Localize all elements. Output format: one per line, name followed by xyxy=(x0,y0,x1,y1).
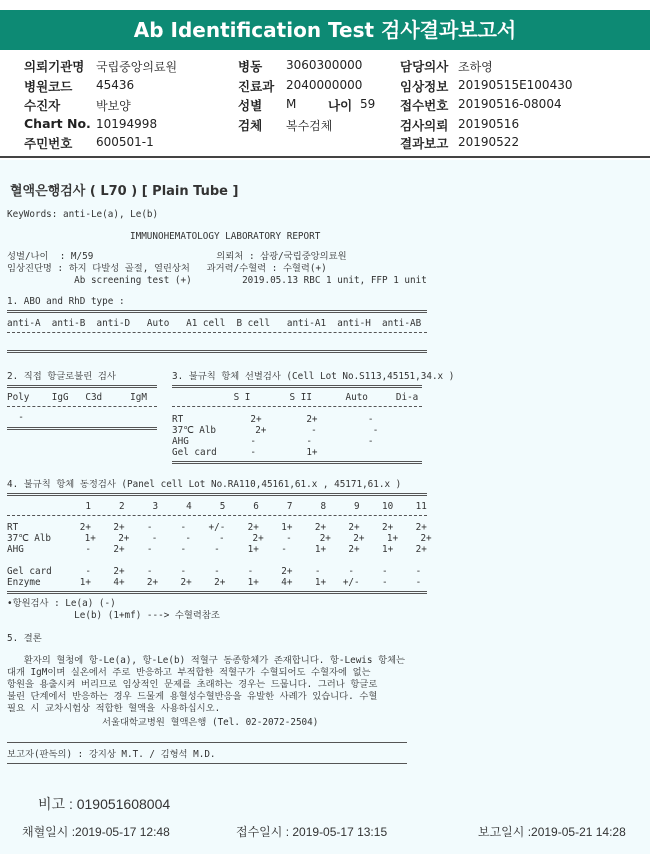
info-line-3: Ab screening test (+) 2019.05.13 RBC 1 unit, FFP 1 unit xyxy=(7,275,427,286)
label-ward: 병동 xyxy=(238,59,263,74)
divider xyxy=(7,742,407,743)
panel-row: Gel card - 2+ - - - - 2+ - - - - xyxy=(7,566,422,577)
collected-datetime: 채혈일시 :2019-05-17 12:48 xyxy=(22,825,170,839)
label-receipt-no: 접수번호 xyxy=(400,98,449,113)
screen-row: 37℃ Alb 2+ - - xyxy=(172,425,379,436)
value-patient: 박보양 xyxy=(96,99,131,113)
label-department: 진료과 xyxy=(238,79,275,94)
conclusion-line: 항원을 용출시켜 버리므로 임상적인 문제를 초래하는 경우는 드뭅니다. 그러나 항글로 xyxy=(7,679,378,690)
label-resident-no: 주민번호 xyxy=(24,136,73,151)
value-ward: 3060300000 xyxy=(286,58,363,72)
received-datetime: 접수일시 : 2019-05-17 13:15 xyxy=(236,825,388,839)
value-clinical-info: 20190515E100430 xyxy=(458,78,573,92)
lab-title: IMMUNOHEMATOLOGY LABORATORY REPORT xyxy=(130,231,321,242)
screen-row: Gel card - 1+ xyxy=(172,447,318,458)
report-title: Ab Identification Test 검사결과보고서 xyxy=(0,10,650,50)
abo-header: anti-A anti-B anti-D Auto A1 cell B cell anti-A1 anti-H anti-AB xyxy=(7,318,422,329)
patient-header xyxy=(0,56,650,156)
label-chart-no: Chart No. xyxy=(24,116,91,131)
divider xyxy=(172,406,422,407)
divider xyxy=(7,385,157,388)
dat-row: - xyxy=(7,412,24,423)
section-1-title: 1. ABO and RhD type : xyxy=(7,296,125,307)
section-3-title: 3. 불규칙 항체 선별검사 (Cell Lot No.S113,45151,34.x ) xyxy=(172,371,455,382)
remarks: 비고 : 019051608004 xyxy=(38,796,171,812)
divider xyxy=(7,763,407,764)
divider xyxy=(7,591,427,594)
label-age: 나이 xyxy=(328,98,353,113)
value-request-date: 20190516 xyxy=(458,117,520,131)
conclusion-line: 대개 IgM이며 실온에서 주로 반응하고 부적합한 적혈구가 수혈되어도 수혈자에 없는 xyxy=(7,667,371,678)
value-doctor: 조하영 xyxy=(458,60,493,74)
dat-header: Poly IgG C3d IgM xyxy=(7,392,147,403)
label-patient: 수진자 xyxy=(24,98,61,113)
keywords: KeyWords: anti-Le(a), Le(b) xyxy=(7,209,159,220)
divider xyxy=(7,515,427,516)
value-resident-no: 600501-1 xyxy=(96,135,154,149)
label-institution: 의뢰기관명 xyxy=(24,59,85,74)
divider xyxy=(7,332,427,333)
screen-header: S I S II Auto Di-a xyxy=(172,392,419,403)
report-sheet xyxy=(0,160,650,854)
conclusion-line: 필요 시 교차시험상 적합한 혈액을 사용하십시오. xyxy=(7,703,221,714)
label-doctor: 담당의사 xyxy=(400,59,449,74)
divider xyxy=(7,310,427,313)
value-chart-no: 10194998 xyxy=(96,117,158,131)
antigen-line-1: •항원검사 : Le(a) (-) xyxy=(7,598,116,609)
label-request-date: 검사의뢰 xyxy=(400,118,449,133)
label-report-date: 결과보고 xyxy=(400,136,449,151)
panel-row: Enzyme 1+ 4+ 2+ 2+ 2+ 1+ 4+ 1+ +/- - - xyxy=(7,577,422,588)
value-report-date: 20190522 xyxy=(458,135,520,149)
section-4-title: 4. 불규칙 항체 동정검사 (Panel cell Lot No.RA110,45161,61.x , 45171,61.x ) xyxy=(7,479,402,490)
reporter: 보고자(판독의) : 강지상 M.T. / 김형석 M.D. xyxy=(7,749,216,760)
label-specimen: 검체 xyxy=(238,118,263,133)
label-clinical-info: 임상정보 xyxy=(400,79,449,94)
panel-row: 37℃ Alb 1+ 2+ - - - 2+ - 2+ 2+ 1+ 2+ xyxy=(7,533,432,544)
panel-row: AHG - 2+ - - - 1+ - 1+ 2+ 1+ 2+ xyxy=(7,544,427,555)
label-hospital-code: 병원코드 xyxy=(24,79,73,94)
divider xyxy=(172,461,422,464)
value-hospital-code: 45436 xyxy=(96,78,135,92)
conclusion-line: 불린 단계에서 반응하는 경우 드물게 용혈성수혈반응을 유발한 사례가 있습니다. 수혈 xyxy=(7,691,378,702)
hospital-contact: 서울대학교병원 혈액은행 (Tel. 02-2072-2504) xyxy=(102,717,319,728)
screen-row: RT 2+ 2+ - xyxy=(172,414,374,425)
divider xyxy=(7,493,427,496)
info-line-1: 성별/나이 : M/59 의뢰처 : 삼광/국립중앙의료원 xyxy=(7,251,347,262)
value-department: 2040000000 xyxy=(286,78,363,92)
section-2-title: 2. 직접 항글로불린 검사 xyxy=(7,371,116,382)
divider xyxy=(172,385,422,388)
value-specimen: 복수검체 xyxy=(286,119,333,133)
panel-header: 1 2 3 4 5 6 7 8 9 10 11 xyxy=(7,501,427,512)
antigen-line-2: Le(b) (1+mf) ---> 수혈력참조 xyxy=(7,610,220,621)
divider xyxy=(7,406,157,407)
value-age: 59 xyxy=(360,97,376,111)
value-sex: M xyxy=(286,97,297,111)
divider xyxy=(7,350,427,353)
panel-row: RT 2+ 2+ - - +/- 2+ 1+ 2+ 2+ 2+ 2+ xyxy=(7,522,427,533)
test-title: 혈액은행검사 ( L70 ) [ Plain Tube ] xyxy=(10,184,239,199)
label-sex: 성별 xyxy=(238,98,263,113)
value-institution: 국립중앙의료원 xyxy=(96,60,178,74)
section-5-title: 5. 결론 xyxy=(7,633,42,644)
value-receipt-no: 20190516-08004 xyxy=(458,97,562,111)
conclusion-line: 환자의 혈청에 항-Le(a), 항-Le(b) 적혈구 동종항체가 존재합니다. 항-Lewis 항체는 xyxy=(7,655,406,666)
divider xyxy=(7,427,157,430)
info-line-2: 임상진단명 : 하지 다발성 골절, 열린상처 과거력/수혈력 : 수혈력(+) xyxy=(7,263,327,274)
header-divider xyxy=(0,156,650,158)
reported-datetime: 보고일시 :2019-05-21 14:28 xyxy=(478,825,626,839)
screen-row: AHG - - - xyxy=(172,436,374,447)
